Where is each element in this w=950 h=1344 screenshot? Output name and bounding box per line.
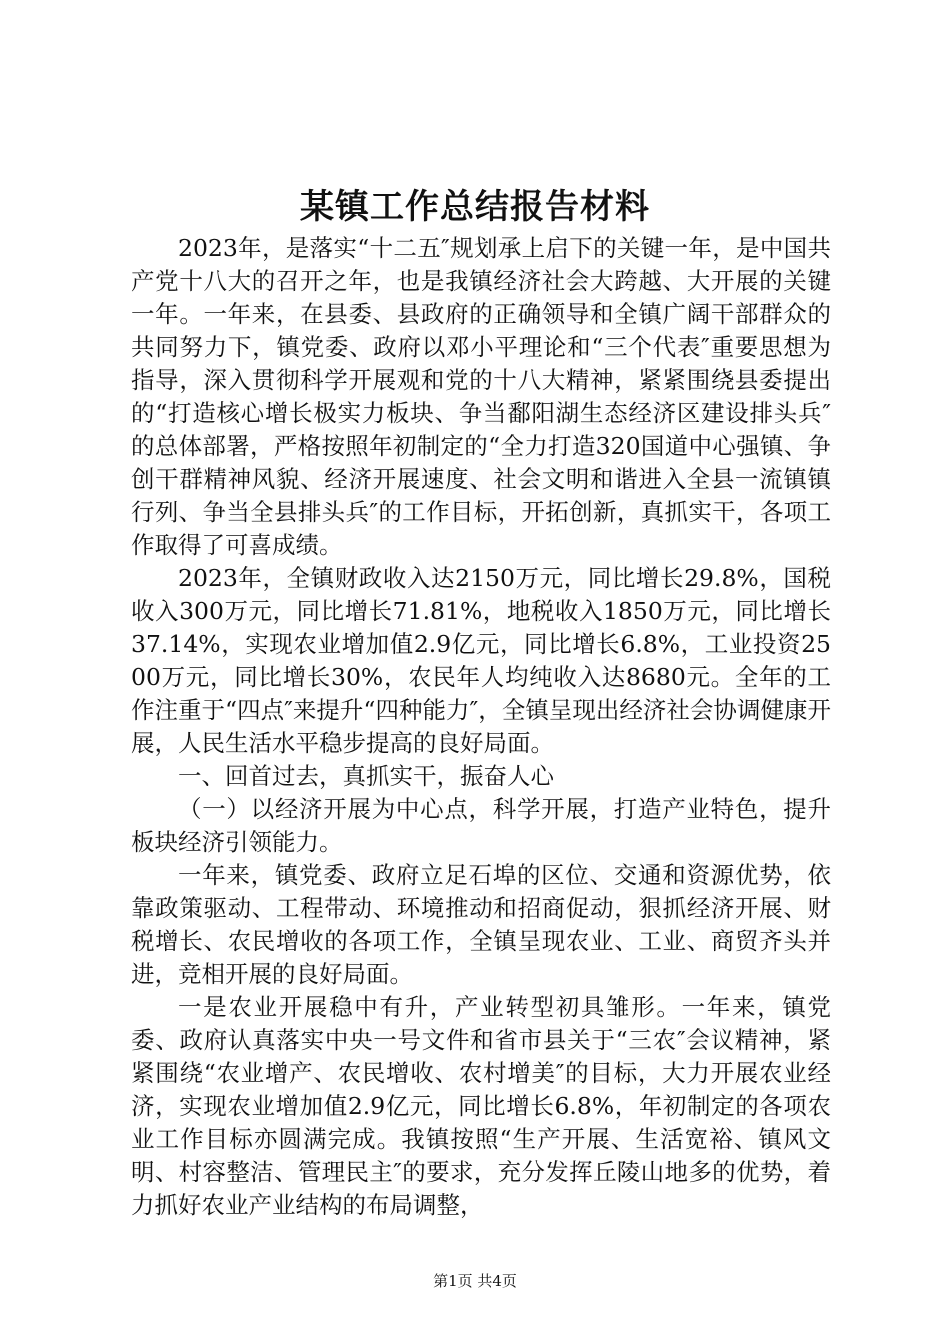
- paragraph-overview: 一年来，镇党委、政府立足石埠的区位、交通和资源优势，依靠政策驱动、工程带动、环境推动和招商促动，狠抓经济开展、财税增长、农民增收的各项工作，全镇呈现农业、工业、商贸齐头并进，竞相开展的良好局面。: [131, 861, 831, 988]
- page-footer: 第1页 共4页: [433, 1272, 517, 1290]
- section-heading-1: 一、回首过去，真抓实干，振奋人心: [178, 762, 554, 790]
- subsection-heading-1: （一）以经济开展为中心点，科学开展，打造产业特色，提升板块经济引领能力。: [131, 795, 831, 856]
- paragraph-statistics: 2023年，全镇财政收入达2150万元，同比增长29.8%，国税收入300万元，同比增长71.81%，地税收入1850万元，同比增长37.14%，实现农业增加值2.9亿元，同比增长6.8%，工业投资2500万元，同比增长30%，农民年人均纯收入达8680元。全年的工作注重于“四点″来提升“四种能力″，全镇呈现出经济社会协调健康开展，人民生活水平稳步提高的良好局面。: [131, 564, 831, 757]
- paragraph-agriculture: 一是农业开展稳中有升，产业转型初具雏形。一年来，镇党委、政府认真落实中央一号文件和省市县关于“三农″会议精神，紧紧围绕“农业增产、农民增收、农村增美″的目标，大力开展农业经济，实现农业增加值2.9亿元，同比增长6.8%，年初制定的各项农业工作目标亦圆满完成。我镇按照“生产开展、生活宽裕、镇风文明、村容整洁、管理民主″的要求，充分发挥丘陵山地多的优势，着力抓好农业产业结构的布局调整，: [131, 993, 831, 1219]
- document-body: [131, 232, 831, 1222]
- paragraph-intro: 2023年，是落实“十二五″规划承上启下的关键一年，是中国共产党十八大的召开之年，也是我镇经济社会大跨越、大开展的关键一年。一年来，在县委、县政府的正确领导和全镇广阔干部群众的共同努力下，镇党委、政府以邓小平理论和“三个代表″重要思想为指导，深入贯彻科学开展观和党的十八大精神，紧紧围绕县委提出的“打造核心增长极实力板块、争当鄱阳湖生态经济区建设排头兵″的总体部署，严格按照年初制定的“全力打造320国道中心强镇、争创干群精神风貌、经济开展速度、社会文明和谐进入全县一流镇镇行列、争当全县排头兵″的工作目标，开拓创新，真抓实干，各项工作取得了可喜成绩。: [131, 234, 831, 559]
- document-title: 某镇工作总结报告材料: [300, 187, 650, 227]
